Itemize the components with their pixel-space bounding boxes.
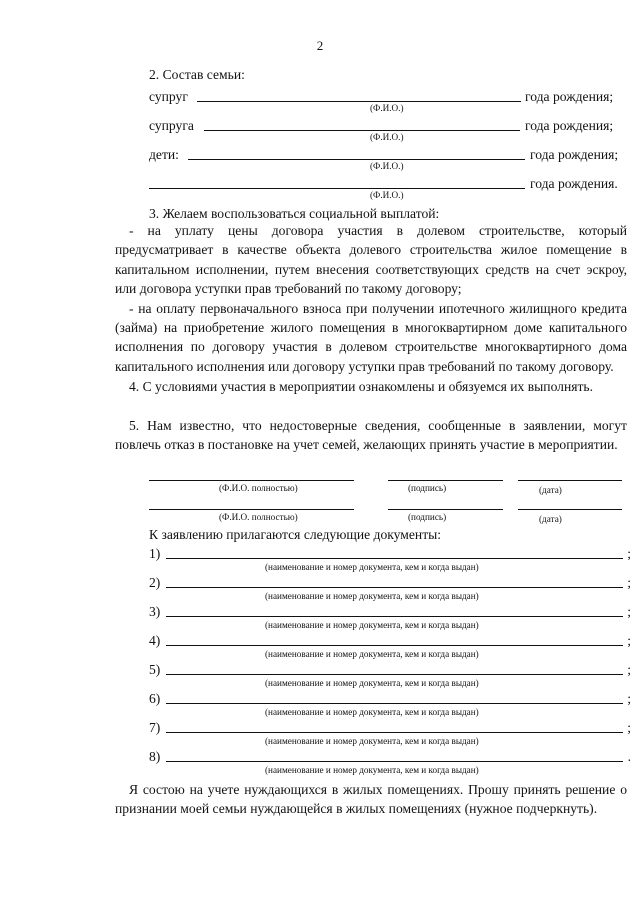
document-number: 1) xyxy=(149,546,161,561)
document-number: 8) xyxy=(149,749,161,764)
document-caption: (наименование и номер документа, кем и когда выдан) xyxy=(265,736,479,746)
signature-2-sign-line xyxy=(388,509,503,510)
document-row xyxy=(149,661,631,689)
section4-text: 4. С условиями участия в мероприятии ознакомлены и обязуемся их выполнять. xyxy=(129,379,594,394)
document-end-mark: ; xyxy=(627,720,631,735)
signature-1-date-caption: (дата) xyxy=(539,485,562,495)
signature-2-fio-line xyxy=(149,509,354,510)
document-line xyxy=(166,587,623,588)
children-label: дети: xyxy=(149,147,179,162)
document-row xyxy=(149,632,631,660)
document-caption: (наименование и номер документа, кем и когда выдан) xyxy=(265,765,479,775)
signature-2-fio-caption: (Ф.И.О. полностью) xyxy=(219,512,298,522)
spouse-f-birth-label: года рождения; xyxy=(525,118,614,133)
document-end-mark: ; xyxy=(627,691,631,706)
spouse-f-fio-caption: (Ф.И.О.) xyxy=(370,132,404,142)
document-line xyxy=(166,674,623,675)
spouse-m-line xyxy=(197,101,521,102)
document-caption: (наименование и номер документа, кем и когда выдан) xyxy=(265,591,479,601)
document-number: 4) xyxy=(149,633,161,648)
document-row xyxy=(149,603,631,631)
signature-1-sign-line xyxy=(388,480,503,481)
signature-1-fio-line xyxy=(149,480,354,481)
documents-heading: К заявлению прилагаются следующие документы: xyxy=(149,527,442,542)
document-end-mark: . xyxy=(627,749,631,764)
spouse-f-line xyxy=(204,130,520,131)
signature-1-fio-caption: (Ф.И.О. полностью) xyxy=(219,483,298,493)
document-number: 5) xyxy=(149,662,161,677)
document-number: 6) xyxy=(149,691,161,706)
document-line xyxy=(166,558,623,559)
document-line xyxy=(166,761,623,762)
children-line-2 xyxy=(149,188,525,189)
signature-1-date-line xyxy=(518,480,622,481)
section3-item-2: - на оплату первоначального взноса при получении ипотечного жилищного кредита (займа) на приобретение жилого помещения в многоквартирном доме капитального исполнения по договору участия в долевом строительстве многоквартирного дома капитального исполнения или договору уступки прав требований по такому договору. xyxy=(115,300,627,374)
child-1-birth-label: года рождения; xyxy=(530,147,619,162)
document-line xyxy=(166,703,623,704)
spouse-m-fio-caption: (Ф.И.О.) xyxy=(370,103,404,113)
children-line-1 xyxy=(188,159,525,160)
document-end-mark: ; xyxy=(627,604,631,619)
signature-1-sign-caption: (подпись) xyxy=(408,483,447,493)
signature-2-date-caption: (дата) xyxy=(539,514,562,524)
document-number: 3) xyxy=(149,604,161,619)
family-heading: 2. Состав семьи: xyxy=(149,67,245,82)
document-end-mark: ; xyxy=(627,662,631,677)
spouse-f-label: супруга xyxy=(149,118,194,133)
document-caption: (наименование и номер документа, кем и когда выдан) xyxy=(265,678,479,688)
document-end-mark: ; xyxy=(627,546,631,561)
document-row xyxy=(149,748,631,776)
signature-2-sign-caption: (подпись) xyxy=(408,512,447,522)
document-row xyxy=(149,545,631,573)
document-number: 2) xyxy=(149,575,161,590)
document-caption: (наименование и номер документа, кем и когда выдан) xyxy=(265,562,479,572)
document-caption: (наименование и номер документа, кем и когда выдан) xyxy=(265,649,479,659)
document-row xyxy=(149,690,631,718)
document-number: 7) xyxy=(149,720,161,735)
closing-text: Я состою на учете нуждающихся в жилых помещениях. Прошу принять решение о признании моей семьи нуждающейся в жилых помещениях (нужное подчеркнуть). xyxy=(115,782,627,817)
document-caption: (наименование и номер документа, кем и когда выдан) xyxy=(265,620,479,630)
section5-text: 5. Нам известно, что недостоверные сведения, сообщенные в заявлении, могут повлечь отказ в постановке на учет семей, желающих принять участие в мероприятии. xyxy=(115,418,627,453)
child-2-fio-caption: (Ф.И.О.) xyxy=(370,190,404,200)
document-line xyxy=(166,616,623,617)
section3-items xyxy=(115,221,627,376)
document-line xyxy=(166,645,623,646)
child-1-fio-caption: (Ф.И.О.) xyxy=(370,161,404,171)
document-end-mark: ; xyxy=(627,633,631,648)
section3-item-1: - на уплату цены договора участия в долевом строительстве, который предусматривает в качестве объекта долевого строительства жилое помещение в капитальном исполнении, путем внесения соответствующих средств на счет эскроу, или договора уступки прав требований по такому договору; xyxy=(115,223,627,297)
document-line xyxy=(166,732,623,733)
section3-heading: 3. Желаем воспользоваться социальной выплатой: xyxy=(149,206,440,221)
signature-2-date-line xyxy=(518,509,622,510)
spouse-m-label: супруг xyxy=(149,89,188,104)
page-number: 2 xyxy=(316,38,324,53)
child-2-birth-label: года рождения. xyxy=(530,176,618,191)
document-caption: (наименование и номер документа, кем и когда выдан) xyxy=(265,707,479,717)
document-end-mark: ; xyxy=(627,575,631,590)
spouse-m-birth-label: года рождения; xyxy=(525,89,614,104)
document-row xyxy=(149,574,631,602)
document-row xyxy=(149,719,631,747)
